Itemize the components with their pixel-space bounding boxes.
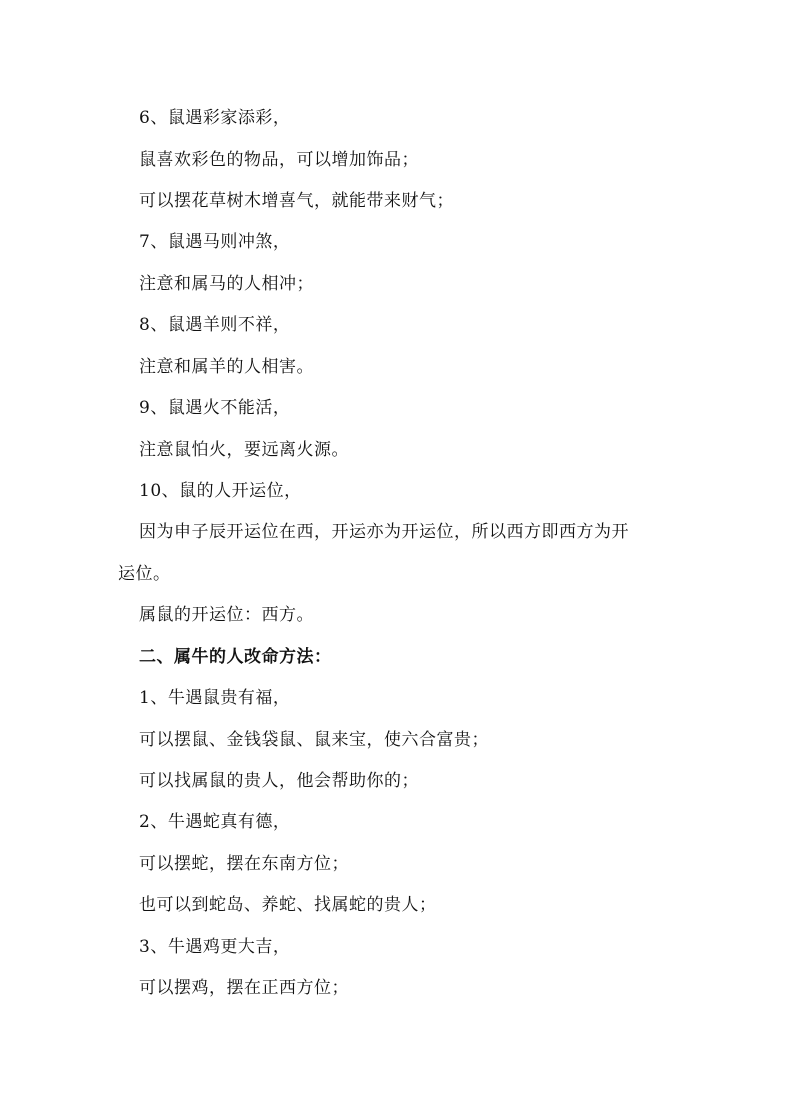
paragraph-line: 7、鼠遇马则冲煞， xyxy=(139,232,291,252)
paragraph-line: 10、鼠的人开运位， xyxy=(139,481,302,501)
paragraph-line: 可以摆花草树木增喜气，就能带来财气； xyxy=(139,191,454,211)
paragraph-line: 1、牛遇鼠贵有福， xyxy=(139,688,291,708)
section-heading: 二、属牛的人改命方法： xyxy=(139,647,332,667)
paragraph-line: 鼠喜欢彩色的物品，可以增加饰品； xyxy=(139,150,419,170)
paragraph-line: 8、鼠遇羊则不祥， xyxy=(139,315,291,335)
paragraph-line: 运位。 xyxy=(118,564,171,584)
paragraph-line: 因为申子辰开运位在西，开运亦为开运位，所以西方即西方为开 xyxy=(139,522,629,542)
paragraph-line: 属鼠的开运位：西方。 xyxy=(139,605,314,625)
paragraph-line: 注意鼠怕火，要远离火源。 xyxy=(139,440,349,460)
paragraph-line: 可以找属鼠的贵人，他会帮助你的； xyxy=(139,771,419,791)
paragraph-line: 3、牛遇鸡更大吉， xyxy=(139,937,291,957)
paragraph-line: 可以摆鼠、金钱袋鼠、鼠来宝，使六合富贵； xyxy=(139,730,489,750)
paragraph-line: 2、牛遇蛇真有德， xyxy=(139,812,291,832)
paragraph-line: 9、鼠遇火不能活， xyxy=(139,398,291,418)
paragraph-line: 注意和属马的人相冲； xyxy=(139,274,314,294)
paragraph-line: 6、鼠遇彩家添彩， xyxy=(139,108,291,128)
paragraph-line: 可以摆蛇，摆在东南方位； xyxy=(139,854,349,874)
paragraph-line: 可以摆鸡，摆在正西方位； xyxy=(139,978,349,998)
paragraph-line: 也可以到蛇岛、养蛇、找属蛇的贵人； xyxy=(139,895,437,915)
paragraph-line: 注意和属羊的人相害。 xyxy=(139,357,314,377)
